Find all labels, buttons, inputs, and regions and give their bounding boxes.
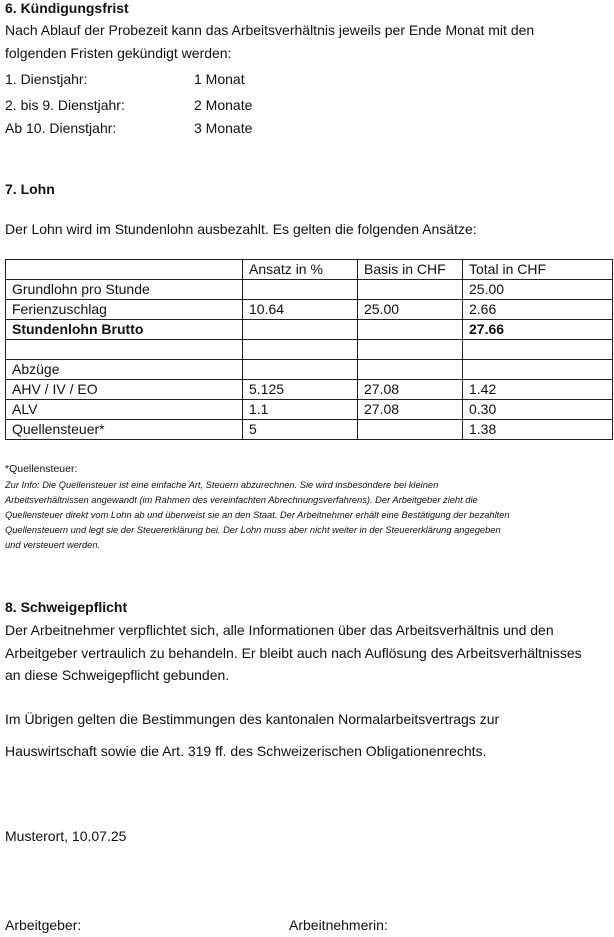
table-cell: 0.30 [463,400,613,420]
table-cell [243,340,358,360]
table-cell: Grundlohn pro Stunde [6,280,243,300]
table-cell [358,420,463,440]
closing-line1: Im Übrigen gelten die Bestimmungen des kantonalen Normalarbeitsvertrags zur [5,711,500,727]
table-row [6,360,613,380]
table-cell: AHV / IV / EO [6,380,243,400]
notice-year-3: Ab 10. Dienstjahr: [5,120,117,136]
footnote-line: Arbeitsverhältnissen angewandt (im Rahmen des vereinfachten Abrechnungsverfahrens). Der Arbeitgeber zieht die [5,495,478,505]
section-6-text-line1: Nach Ablauf der Probezeit kann das Arbeitsverhältnis jeweils per Ende Monat mit den [5,22,535,38]
table-header-cell: Basis in CHF [358,260,463,280]
table-cell [463,340,613,360]
table-row-gross [6,320,613,340]
place-date: Musterort, 10.07.25 [5,828,127,844]
table-cell [243,280,358,300]
notice-period-2: 2 Monate [194,97,253,113]
table-cell [6,340,243,360]
table-row [6,400,613,420]
notice-period-1: 1 Monat [194,71,245,87]
section-8-line: Arbeitgeber vertraulich zu behandeln. Er bleibt auch nach Auflösung des Arbeitsverhältnisses [5,645,582,661]
section-8-line: Der Arbeitnehmer verpflichtet sich, alle Informationen über das Arbeitsverhältnis und den [5,622,554,638]
table-cell [358,280,463,300]
table-cell: ALV [6,400,243,420]
table-cell [243,360,358,380]
table-row-empty [6,340,613,360]
table-cell: 27.66 [463,320,613,340]
footnote-line: Quellensteuern und legt sie der Steuererklärung bei. Der Lohn muss aber nicht weiter in der Steuererklärung angegeben [5,525,501,535]
table-cell: 2.66 [463,300,613,320]
table-cell [358,320,463,340]
signature-employee-label: Arbeitnehmerin: [289,917,388,933]
table-cell [243,320,358,340]
notice-year-2: 2. bis 9. Dienstjahr: [5,97,125,113]
table-header-row [6,260,613,280]
table-row [6,280,613,300]
table-cell: 1.42 [463,380,613,400]
table-header-cell [6,260,243,280]
table-cell: 27.08 [358,400,463,420]
wage-table [5,259,613,440]
closing-line2: Hauswirtschaft sowie die Art. 319 ff. des Schweizerischen Obligationenrechts. [5,743,487,759]
table-header-cell: Total in CHF [463,260,613,280]
section-6-text-line2: folgenden Fristen gekündigt werden: [5,45,232,61]
table-cell: 10.64 [243,300,358,320]
footnote-title: *Quellensteuer: [5,463,78,475]
section-8-line: an diese Schweigepflicht gebunden. [5,667,230,683]
table-cell: 25.00 [463,280,613,300]
table-cell: 1.1 [243,400,358,420]
table-cell: Ferienzuschlag [6,300,243,320]
footnote-line: Zur Info: Die Quellensteuer ist eine einfache Art, Steuern abzurechnen. Sie wird insbesondere bei kleinen [5,480,439,490]
table-cell: 5 [243,420,358,440]
table-cell [358,360,463,380]
notice-year-1: 1. Dienstjahr: [5,71,88,87]
notice-period-3: 3 Monate [194,120,253,136]
table-row [6,380,613,400]
table-cell: Abzüge [6,360,243,380]
section-7-intro: Der Lohn wird im Stundenlohn ausbezahlt. Es gelten die folgenden Ansätze: [5,221,477,237]
table-cell [463,360,613,380]
table-cell: 1.38 [463,420,613,440]
footnote-line: Quellensteuer direkt vom Lohn ab und überweist sie an den Staat. Der Arbeitnehmer erhält eine Bestätigung der bezahlten [5,510,510,520]
footnote-line: und versteuert werden. [5,540,101,550]
table-cell: 25.00 [358,300,463,320]
section-8-heading: 8. Schweigepflicht [5,599,128,615]
table-cell: 27.08 [358,380,463,400]
table-cell: Stundenlohn Brutto [6,320,243,340]
section-7-heading: 7. Lohn [5,181,55,197]
section-6-heading: 6. Kündigungsfrist [5,0,129,16]
table-cell: Quellensteuer* [6,420,243,440]
table-header-cell: Ansatz in % [243,260,358,280]
table-cell [358,340,463,360]
table-cell: 5.125 [243,380,358,400]
table-row [6,420,613,440]
signature-employer-label: Arbeitgeber: [5,917,82,933]
table-row [6,300,613,320]
